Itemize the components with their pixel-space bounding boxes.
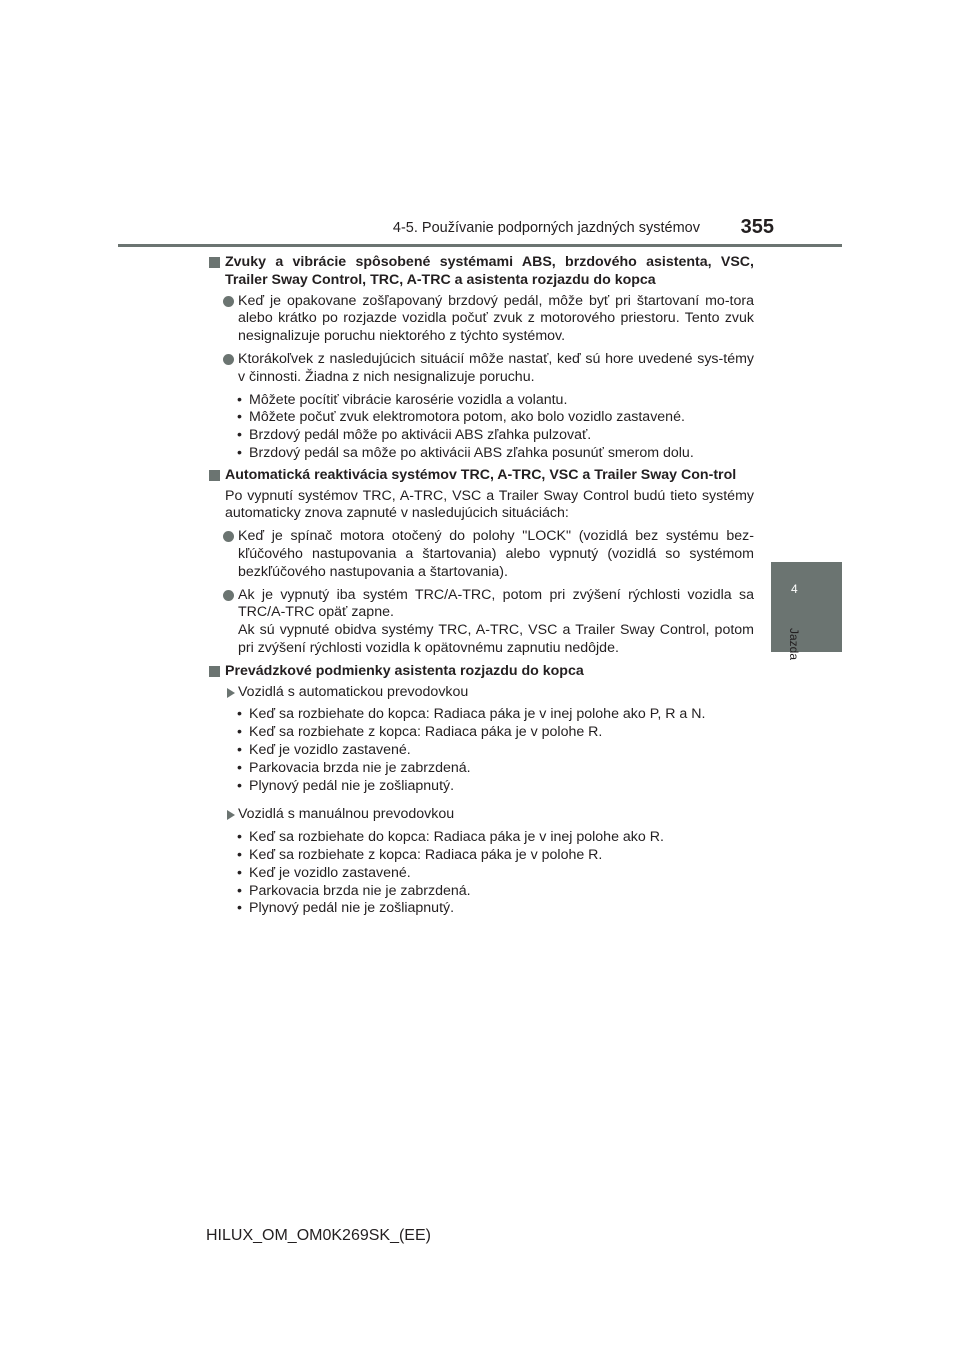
subheading-text: Vozidlá s manuálnou prevodovkou — [238, 806, 455, 823]
list-item-text: Keď sa rozbiehate do kopca: Radiaca páka je v inej polohe ako P, R a N. — [249, 706, 706, 723]
list-item-text: Brzdový pedál sa môže po aktivácii ABS zľahka posunúť smerom dolu. — [249, 444, 694, 461]
square-bullet-icon — [209, 666, 220, 677]
list-item-text: Môžete pocítiť vibrácie karosérie vozidla a volantu. — [249, 391, 568, 408]
section-heading — [209, 467, 754, 485]
paragraph-text: Keď je opakovane zošľapovaný brzdový pedál, môže byť pri štartovaní mo-tora alebo krátko po rozjazde vozidla počuť zvuk z motorového priestoru. Tento zvuk nesignalizuje poruchu niektorého z týchto systémov. — [238, 292, 754, 345]
paragraph-text: Ak sú vypnuté obidva systémy TRC, A-TRC, VSC a Trailer Sway Control, potom pri zvýšení rýchlosti vozidla k opätovnému zapnutiu nedôjde. — [238, 622, 754, 656]
bullet-dot-icon: • — [237, 864, 242, 881]
list-item — [209, 847, 754, 865]
bullet-dot-icon: • — [237, 444, 242, 461]
heading-text: Zvuky a vibrácie spôsobené systémami ABS, brzdového asistenta, VSC, Trailer Sway Control, TRC, A-TRC a asistenta rozjazdu do kopca — [225, 254, 754, 288]
list-item — [209, 409, 754, 427]
list-item — [209, 760, 754, 778]
circle-bullet-icon — [223, 296, 234, 307]
bullet-list — [209, 829, 754, 918]
heading-text: Automatická reaktivácia systémov TRC, A-TRC, VSC a Trailer Sway Con-trol — [225, 466, 737, 483]
bullet-dot-icon: • — [237, 759, 242, 776]
bullet-dot-icon: • — [237, 777, 242, 794]
bullet-dot-icon: • — [237, 741, 242, 758]
chapter-label: Jazda — [787, 628, 801, 661]
triangle-arrow-icon — [227, 810, 235, 820]
bullet-dot-icon: • — [237, 882, 242, 899]
subheading — [209, 684, 754, 702]
paragraph-text: Ktorákoľvek z nasledujúcich situácií môže nastať, keď sú hore uvedené sys-témy v činnosti. Žiadna z nich nesignalizuje poruchu. — [238, 350, 754, 385]
paragraph-text: Keď je spínač motora otočený do polohy "LOCK" (vozidlá bez systému bez-kľúčového nastupovania a štartovania) alebo vypnutý (vozidlá so systémom bezkľúčového nastupovania a štartovania). — [238, 528, 754, 580]
document-code: HILUX_OM_OM0K269SK_(EE) — [206, 1227, 431, 1244]
section-heading — [209, 254, 754, 290]
paragraph — [209, 351, 754, 387]
section-title: 4-5. Používanie podporných jazdných systémov — [392, 220, 700, 236]
square-bullet-icon — [209, 470, 220, 481]
list-item — [209, 900, 754, 918]
heading-text: Prevádzkové podmienky asistenta rozjazdu do kopca — [225, 662, 584, 679]
bullet-dot-icon: • — [237, 427, 242, 444]
list-item — [209, 706, 754, 724]
list-item-text: Keď je vozidlo zastavené. — [249, 864, 411, 881]
chapter-number: 4 — [791, 582, 798, 596]
circle-bullet-icon — [223, 590, 234, 601]
list-item-text: Plynový pedál nie je zošliapnutý. — [249, 900, 455, 917]
bullet-dot-icon: • — [237, 829, 242, 846]
triangle-arrow-icon — [227, 688, 235, 698]
list-item-text: Keď sa rozbiehate z kopca: Radiaca páka je v polohe R. — [249, 724, 603, 741]
list-item — [209, 724, 754, 742]
list-item — [209, 742, 754, 760]
list-item-text: Keď je vozidlo zastavené. — [249, 741, 411, 758]
list-item-text: Keď sa rozbiehate do kopca: Radiaca páka je v inej polohe ako R. — [249, 829, 664, 846]
section-heading — [209, 663, 754, 681]
bullet-dot-icon: • — [237, 846, 242, 863]
list-item — [209, 427, 754, 445]
bullet-dot-icon: • — [237, 900, 242, 917]
paragraph — [209, 587, 754, 658]
circle-bullet-icon — [223, 354, 234, 365]
circle-bullet-icon — [223, 531, 234, 542]
paragraph — [209, 293, 754, 346]
list-item — [209, 865, 754, 883]
subheading — [209, 806, 754, 824]
list-item-text: Parkovacia brzda nie je zabrzdená. — [249, 759, 471, 776]
list-item-text: Keď sa rozbiehate z kopca: Radiaca páka je v polohe R. — [249, 846, 603, 863]
page-number: 355 — [740, 216, 774, 238]
list-item — [209, 883, 754, 901]
subheading-text: Vozidlá s automatickou prevodovkou — [238, 683, 469, 700]
bullet-list — [209, 392, 754, 463]
bullet-dot-icon: • — [237, 391, 242, 408]
list-item-text: Parkovacia brzda nie je zabrzdená. — [249, 882, 471, 899]
bullet-list — [209, 706, 754, 795]
list-item — [209, 778, 754, 796]
page-content — [209, 254, 754, 922]
header-divider — [118, 244, 842, 247]
chapter-tab — [771, 562, 842, 652]
square-bullet-icon — [209, 257, 220, 268]
list-item-text: Môžete počuť zvuk elektromotora potom, ako bolo vozidlo zastavené. — [249, 409, 685, 426]
list-item-text: Brzdový pedál môže po aktivácii ABS zľahka pulzovať. — [249, 427, 592, 444]
paragraph-text: Ak je vypnutý iba systém TRC/A-TRC, potom pri zvýšení rýchlosti vozidla sa TRC/A-TRC opäť zapne. — [238, 586, 754, 621]
list-item — [209, 445, 754, 463]
bullet-dot-icon: • — [237, 409, 242, 426]
page-header — [118, 216, 842, 246]
list-item — [209, 829, 754, 847]
list-item — [209, 392, 754, 410]
paragraph: Po vypnutí systémov TRC, A-TRC, VSC a Trailer Sway Control budú tieto systémy automaticky znova zapnuté v nasledujúcich situáciách: — [225, 487, 754, 522]
bullet-dot-icon: • — [237, 706, 242, 723]
bullet-dot-icon: • — [237, 724, 242, 741]
paragraph — [209, 528, 754, 581]
list-item-text: Plynový pedál nie je zošliapnutý. — [249, 777, 455, 794]
